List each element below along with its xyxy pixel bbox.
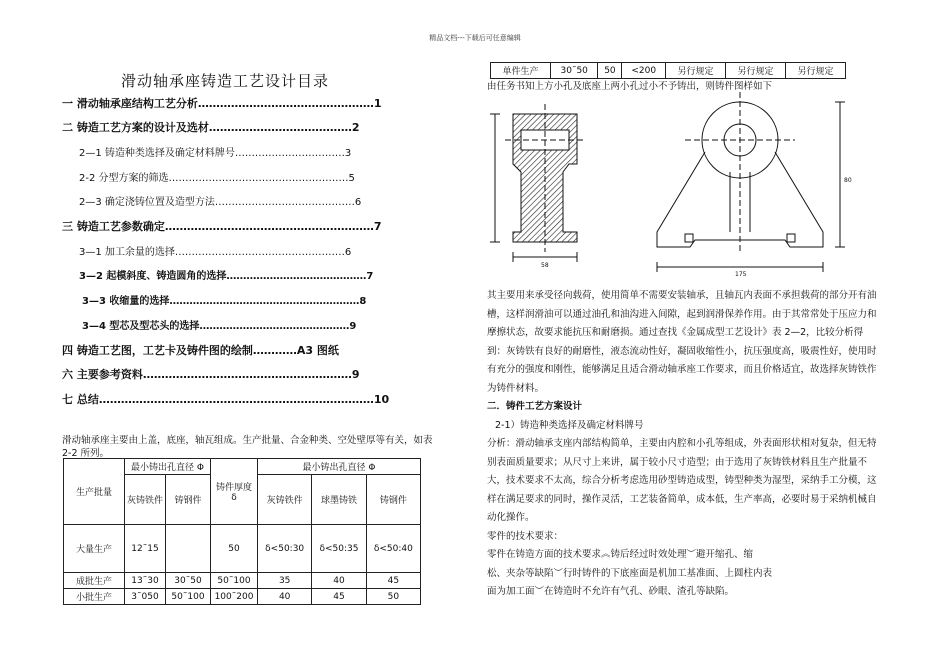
toc-item[interactable]: 六 主要参考资料…………………………………………………9 — [62, 368, 360, 381]
table-cell: 40 — [312, 573, 366, 589]
table-cell: 单件生产 — [491, 63, 551, 79]
toc-item[interactable]: 一 滑动轴承座结构工艺分析…………………………………………1 — [62, 97, 382, 110]
page-header: 精品文档---下载后可任意编辑 — [429, 34, 521, 42]
paragraph: 零件在铸造方面的技术要求︽铸后经过时效处理︶避开缩孔、缩 — [487, 549, 754, 560]
single-batch-table — [490, 62, 846, 79]
table-cell: 35 — [258, 573, 312, 589]
intro-text: 滑动轴承座主要由上盖，底座，轴瓦组成。生产批量、合金种类、空处壁厚等有关，如表 2-2 所列。 — [62, 435, 433, 459]
table-cell: 50˜100 — [211, 573, 258, 589]
toc-item[interactable]: 四 铸造工艺图，工艺卡及铸件图的绘制…………A3 图纸 — [62, 344, 339, 357]
table-cell: 45 — [312, 589, 366, 605]
casting-spec-table — [63, 458, 421, 605]
paragraph: 面为加工面︶在铸造时不允许有气孔、砂眼、渣孔等缺陷。 — [487, 586, 735, 597]
toc-item[interactable]: 三 铸造工艺参数确定…………………………………………………7 — [62, 220, 382, 233]
table-cell — [166, 525, 211, 573]
front-view — [657, 92, 852, 277]
table-header: 最小铸出孔直径 Φ — [258, 459, 421, 475]
table-header: 最小铸出孔直径 Φ — [125, 459, 211, 475]
table-cell: 另行规定 — [785, 63, 845, 79]
table-cell: δ<50:40 — [366, 525, 420, 573]
table-row — [491, 63, 846, 79]
table-header: 铸件厚度 δ — [211, 459, 258, 525]
table-cell: 50 — [211, 525, 258, 573]
toc-item[interactable]: 2-2 分型方案的筛选………………………………………………5 — [79, 173, 355, 184]
table-cell: <200 — [622, 63, 666, 79]
table-cell: 成批生产 — [64, 573, 125, 589]
body-text — [487, 287, 882, 602]
toc-item[interactable]: 2—1 铸造种类选择及确定材料牌号……………………………3 — [79, 148, 352, 159]
toc-item[interactable]: 3—4 型芯及型芯头的选择………………………………………9 — [82, 321, 357, 332]
table-cell: δ<50:30 — [258, 525, 312, 573]
table-cell: 小批生产 — [64, 589, 125, 605]
table-header: 铸钢件 — [166, 475, 211, 525]
table-cell: 50 — [598, 63, 622, 79]
toc-item[interactable]: 3—2 起模斜度、铸造圆角的选择……………………………………7 — [79, 271, 374, 282]
paragraph: 松、夹杂等缺陷︶行时铸件的下底座面是机加工基准面、上圆柱内表 — [487, 567, 773, 579]
table-cell: 大量生产 — [64, 525, 125, 573]
section-heading: 二．铸件工艺方案设计 — [487, 401, 583, 412]
toc-list — [62, 95, 462, 415]
table-cell: 50˜100 — [166, 589, 211, 605]
table-cell: 45 — [366, 573, 420, 589]
table-cell: 12˜15 — [125, 525, 166, 573]
toc-item[interactable]: 2—3 确定浇铸位置及造型方法……………………………………6 — [79, 197, 362, 208]
toc-item[interactable]: 3—3 收缩量的选择…………………………………………………8 — [82, 296, 367, 307]
table-row — [64, 589, 421, 605]
table-header: 灰铸铁件 — [125, 475, 166, 525]
table-row — [64, 525, 421, 573]
dim-bottom-right: 175 — [735, 271, 747, 277]
table-header: 铸钢件 — [366, 475, 420, 525]
table-header: 生产批量 — [64, 459, 125, 525]
table-row — [64, 573, 421, 589]
table-cell: 30˜50 — [551, 63, 598, 79]
table-cell: 100˜200 — [211, 589, 258, 605]
paragraph: 其主要用来承受径向载荷，使用简单不需要安装轴承，且轴瓦内表面不承担载荷的部分开有油槽，这样润滑油可以通过油孔和油沟进入间隙，起到润滑保养作用。由于其常常处于压应力和摩擦状态，故要求能抗压和耐磨损。通过查找《金属成型工艺设计》表 2—2，比较分析得到：灰铸铁有良好的耐磨性，液态流动性好，凝固收缩性小，抗压强度高，吸震性好，使用时有充分的强度和刚性，能够满足且适合滑动轴承座工作要求，而且价格适宜，故选择灰铸铁作为铸件材料。 — [487, 290, 877, 394]
subsection-heading: 2-1）铸造种类选择及确定材料牌号 — [495, 419, 644, 431]
table-cell: 13˜30 — [125, 573, 166, 589]
toc-title: 滑动轴承座铸造工艺设计目录 — [120, 72, 329, 90]
drawing-caption: 由任务书知上方小孔及底座上两小孔过小不予铸出，则铸件图样如下 — [487, 81, 773, 92]
table-cell: 30˜50 — [166, 573, 211, 589]
paragraph: 零件的技术要求： — [487, 530, 564, 542]
table-cell: 另行规定 — [665, 63, 725, 79]
casting-drawing — [485, 92, 885, 277]
toc-item[interactable]: 二 铸造工艺方案的设计及选材…………………………………2 — [62, 121, 360, 134]
table-cell: 另行规定 — [725, 63, 785, 79]
toc-item[interactable]: 七 总结…………………………………………………………………10 — [62, 393, 390, 406]
toc-item[interactable]: 3—1 加工余量的选择……………………………………………6 — [79, 247, 352, 258]
table-cell: 3˜050 — [125, 589, 166, 605]
table-cell: 50 — [366, 589, 420, 605]
paragraph: 分析：滑动轴承支座内部结构简单，主要由内腔和小孔等组成，外表面形状相对复杂，但无特别表面质量要求；从尺寸上来讲，属于较小尺寸造型；由于选用了灰铸铁材料且生产批量不大，技术要求不太高，综合分析考虑选用砂型铸造成型，铸型种类为湿型，采纳手工分模，这样在满足要求的同时，操作灵活，工艺装备简单，成本低，生产率高，必要时易于采纳机械自动化操作。 — [487, 438, 877, 523]
table-cell: δ<50:35 — [312, 525, 366, 573]
table-header: 球墨铸铁 — [312, 475, 366, 525]
section-view — [490, 104, 585, 269]
table-header: 灰铸铁件 — [258, 475, 312, 525]
dim-height: 80 — [844, 177, 852, 184]
dim-bottom-left: 58 — [541, 262, 549, 269]
table-cell: 40 — [258, 589, 312, 605]
